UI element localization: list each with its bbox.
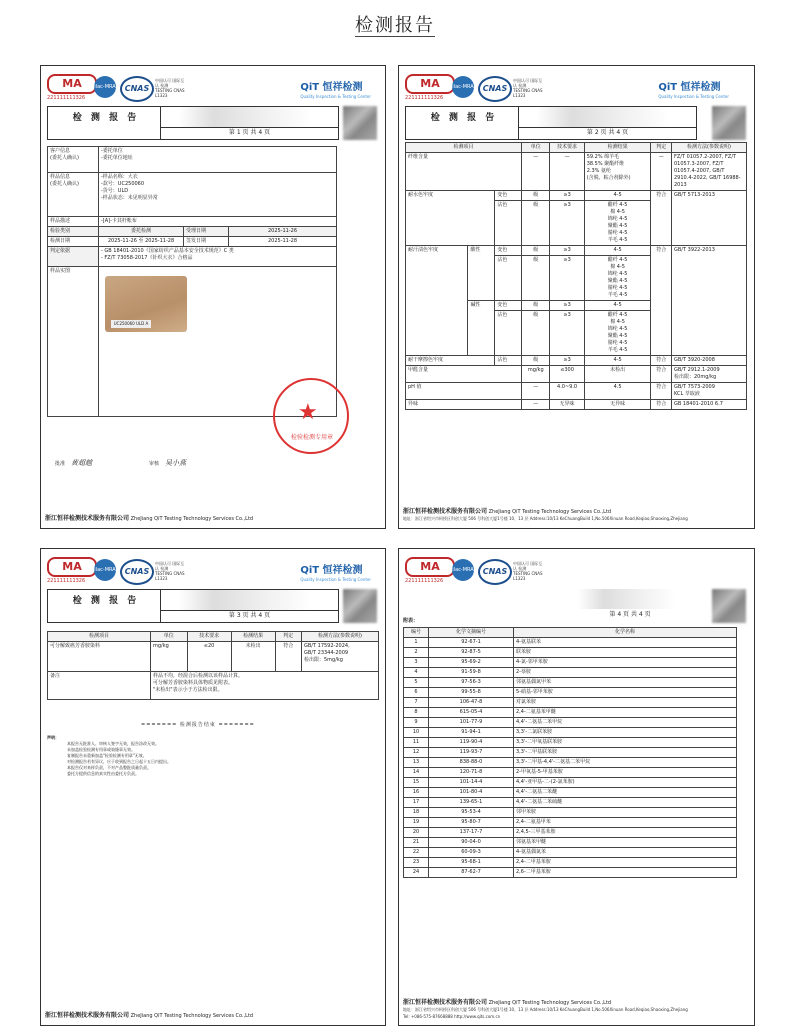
cas-number: 101-14-4 — [429, 778, 514, 788]
table-row: 沾色 级 ≥3 醋纤 4-5 棉 4-5 锦纶 4-5 聚酯 4-5 腈纶 4-5 羊毛 4-5 — [406, 311, 747, 356]
logo-bar — [405, 74, 735, 104]
report-page-3 — [40, 548, 386, 1026]
row-number: 7 — [404, 698, 429, 708]
col-header: 判定 — [275, 632, 301, 642]
logo-bar — [47, 557, 377, 587]
swatch-tag: UC250060 ULD A — [111, 320, 151, 328]
row-number: 14 — [404, 768, 429, 778]
row-number: 1 — [404, 638, 429, 648]
qit-logo: QiT 恒祥检测 Quality Inspection & Testing Center — [300, 82, 371, 99]
cnas-text: 中国认可 国际互认 检测 TESTING CNAS L1323 — [513, 561, 543, 581]
row-number: 8 — [404, 708, 429, 718]
qit-logo: QiT 恒祥检测 Quality Inspection & Testing Center — [300, 565, 371, 582]
table-row — [404, 848, 737, 858]
chemical-name: 5-硝基-邻甲苯胺 — [514, 688, 737, 698]
table-row — [404, 708, 737, 718]
report-page-4 — [398, 548, 755, 1026]
chemical-name: 2,4-二甲基苯胺 — [514, 858, 737, 868]
cnas-text: 中国认可 国际互认 检测 TESTING CNAS L1323 — [513, 78, 543, 98]
section-header — [0, 0, 790, 48]
test-type-label: 检验类别 — [48, 227, 99, 237]
sample-info-table — [47, 146, 337, 417]
report-title-box — [405, 589, 695, 621]
col-header: 化学名称 — [514, 628, 737, 638]
table-row — [404, 638, 737, 648]
client-info-values: -委托单位 -委托单位地址 — [99, 147, 337, 173]
col-header: 检测结果 — [231, 632, 275, 642]
row-number: 12 — [404, 748, 429, 758]
col-header: 检测结果 — [584, 143, 651, 153]
table-row — [404, 828, 737, 838]
table-row: pH 值 — 4.0~9.0 4.5 符合 GB/T 7573-2009 KCL 萃取液 — [406, 383, 747, 400]
chemical-name: 2,4-二氨基甲苯 — [514, 818, 737, 828]
test-date-label: 检测日期 — [48, 237, 99, 247]
row-number: 17 — [404, 798, 429, 808]
chemical-name: 2,6-二甲基苯胺 — [514, 868, 737, 878]
table-row — [404, 698, 737, 708]
table-row: 耐水色牢度 变色 级 ≥3 4-5 符合 GB/T 5713-2013 — [406, 191, 747, 201]
cas-number: 91-94-1 — [429, 728, 514, 738]
table-row: 纤维含量 — — 59.2% 绵羊毛 38.5% 聚酯纤维 2.3% 氨纶 (含脱、粘合剂除外) — FZ/T 01057.2-2007, FZ/T 01057.3-2007, FZ/T 01057.4-2007, GB/T 2910.4-2022, GB/T 16988-2013 — [406, 153, 747, 191]
amine-list-table — [403, 627, 737, 878]
report-title: 检 测 报 告 — [430, 113, 498, 123]
cas-number: 91-59-8 — [429, 668, 514, 678]
row-number: 15 — [404, 778, 429, 788]
company-footer: 浙江恒祥检测技术服务有限公司 ZheJiang QiT Testing Technology Services Co.,Ltd 地址：浙江省绍兴市柯桥区科创大厦 506 号科创大厦1号楼 10、13 层 Address:10/13 KeChuangBuild 1,No.506Xinuan Road,Keqiao,Shaoxing,Zhejiang Tel: +086-575-87668888 http://www.qits.com.cn — [403, 999, 688, 1019]
chemical-name: 4,4'-亚甲基-二-(2-氯苯胺) — [514, 778, 737, 788]
ma-logo: MA 221111111326 — [405, 74, 455, 101]
table-row: 耐干摩擦色牢度 沾色 级 ≥3 4-5 符合 GB/T 3920-2008 — [406, 356, 747, 366]
row-number: 5 — [404, 678, 429, 688]
cnas-text: 中国认可 国际互认 检测 TESTING CNAS L1323 — [155, 78, 185, 98]
cas-number: 137-17-7 — [429, 828, 514, 838]
table-row — [404, 668, 737, 678]
row-number: 11 — [404, 738, 429, 748]
row-number: 23 — [404, 858, 429, 868]
table-row — [404, 728, 737, 738]
cnas-logo: CNAS — [478, 559, 512, 585]
cas-number: 95-68-1 — [429, 858, 514, 868]
table-row — [404, 648, 737, 658]
qr-code — [343, 106, 377, 140]
row-number: 9 — [404, 718, 429, 728]
sample-info-label: 样品信息 (委托人确认) — [48, 173, 99, 217]
table-row — [404, 778, 737, 788]
chemical-name: 2-萘胺 — [514, 668, 737, 678]
cas-number: 139-65-1 — [429, 798, 514, 808]
col-header: 编号 — [404, 628, 429, 638]
cas-number: 90-04-0 — [429, 838, 514, 848]
row-number: 10 — [404, 728, 429, 738]
receive-date-value: 2025-11-26 — [229, 227, 337, 237]
col-header: 检测项目 — [406, 143, 522, 153]
table-row: 沾色 级 ≥3 醋纤 4-5 棉 4-5 锦纶 4-5 聚酯 4-5 腈纶 4-5 羊毛 4-5 — [406, 256, 747, 301]
cas-number: 119-93-7 — [429, 748, 514, 758]
ma-logo: MA 221111111326 — [47, 74, 97, 101]
col-header: 检测方法(参数说明) — [672, 143, 747, 153]
table-row — [404, 808, 737, 818]
amine-dye-table — [47, 631, 379, 700]
company-footer: 浙江恒祥检测技术服务有限公司 ZheJiang QiT Testing Technology Services Co.,Ltd — [45, 1012, 254, 1019]
report-title: 检 测 报 告 — [72, 596, 140, 606]
page-title: 检测报告 — [355, 15, 435, 36]
col-header: 化学文摘编号 — [429, 628, 514, 638]
table-row: 可分解致癌芳香胺染料 mg/kg ≤20 未检出 符合 GB/T 17592-2024, GB/T 23344-2009 检出限：5mg/kg — [48, 642, 379, 672]
logo-bar — [47, 74, 377, 104]
cas-number: 95-80-7 — [429, 818, 514, 828]
qr-code — [712, 589, 746, 623]
table-row: 甲醛含量 mg/kg ≤300 未检出 符合 GB/T 2912.1-2009 检出限：20mg/kg — [406, 366, 747, 383]
cas-number: 92-67-1 — [429, 638, 514, 648]
col-header: 技术要求 — [550, 143, 584, 153]
cnas-text: 中国认可 国际互认 检测 TESTING CNAS L1323 — [155, 561, 185, 581]
ilac-logo: ilac-MRA — [94, 76, 116, 98]
cas-number: 95-53-4 — [429, 808, 514, 818]
row-number: 24 — [404, 868, 429, 878]
cnas-logo: CNAS — [120, 559, 154, 585]
row-number: 22 — [404, 848, 429, 858]
cnas-logo: CNAS — [120, 76, 154, 102]
chemical-name: 2,4-二氨基苯甲醚 — [514, 708, 737, 718]
chemical-name: 3,3'-二甲氧基联苯胺 — [514, 738, 737, 748]
table-row — [404, 748, 737, 758]
col-header: 单位 — [522, 143, 550, 153]
table-row: 碱性 变色 级 ≥3 4-5 — [406, 301, 747, 311]
page-number: 第 3 页 共 4 页 — [160, 610, 338, 622]
report-number-blurred — [160, 107, 338, 128]
report-title-box — [47, 589, 339, 623]
page-number: 第 1 页 共 4 页 — [160, 127, 338, 139]
declaration: 声明： 本报告无批准人、审核人签字无效，报告涂改无效。 未加盖检验检测专用章或骑缝章无效。 复制报告未重新加盖"检验检测专用章"无效。 对检测报告若有异议，应于收到报告之日起十五日内提出。 本报告仅对来样负责，不对产品整批质量负责。 委托方提供信息的真实性由委托方负责。 — [47, 735, 171, 776]
appendix-label: 附表： — [403, 618, 419, 624]
chemical-name: 3,3'-二甲基联苯胺 — [514, 748, 737, 758]
row-number: 13 — [404, 758, 429, 768]
col-header: 单位 — [151, 632, 188, 642]
cas-number: 838-88-0 — [429, 758, 514, 768]
chemical-name: 4-氨基偶氮苯 — [514, 848, 737, 858]
table-row — [404, 738, 737, 748]
chemical-name: 4,4'-二氨基二苯醚 — [514, 788, 737, 798]
row-number: 4 — [404, 668, 429, 678]
row-number: 18 — [404, 808, 429, 818]
approver-signature: 批准 黄超越 — [55, 459, 93, 467]
page-number: 第 4 页 共 4 页 — [609, 611, 651, 618]
title-underline — [355, 36, 435, 37]
chemical-name: 4-氨基联苯 — [514, 638, 737, 648]
chemical-name: 邻甲苯胺 — [514, 808, 737, 818]
notes-row: 备注 样品不均，经混合后检测以该样品计算。 可分解芳香胺染料具体物质见附表。 "未检出"表示小于方法检出限。 — [48, 672, 379, 700]
row-number: 19 — [404, 818, 429, 828]
logo-bar — [405, 557, 735, 587]
table-row — [404, 718, 737, 728]
col-header: 判定 — [651, 143, 672, 153]
company-footer: 浙江恒祥检测技术服务有限公司 ZheJiang QiT Testing Technology Services Co.,Ltd — [45, 515, 254, 522]
report-title-box — [405, 106, 697, 140]
chemical-name: 联苯胺 — [514, 648, 737, 658]
photo-label: 样品实图 — [48, 267, 99, 417]
row-number: 16 — [404, 788, 429, 798]
cas-number: 92-87-5 — [429, 648, 514, 658]
table-row — [404, 868, 737, 878]
basis-label: 判定依据 — [48, 247, 99, 267]
report-number-blurred — [160, 590, 338, 611]
ma-logo: MA 221111111326 — [47, 557, 97, 584]
table-row — [404, 858, 737, 868]
reviewer-signature: 审核 吴小燕 — [149, 459, 187, 467]
row-number: 21 — [404, 838, 429, 848]
chemical-name: 邻氨基偶氮甲苯 — [514, 678, 737, 688]
table-row — [404, 768, 737, 778]
table-row — [404, 688, 737, 698]
row-number: 3 — [404, 658, 429, 668]
report-number-blurred — [565, 589, 695, 609]
cas-number: 615-05-4 — [429, 708, 514, 718]
table-row — [404, 678, 737, 688]
row-number: 20 — [404, 828, 429, 838]
row-number: 2 — [404, 648, 429, 658]
cas-number: 101-80-4 — [429, 788, 514, 798]
ilac-logo: ilac-MRA — [94, 559, 116, 581]
chemical-name: 4,4'-二氨基二苯硫醚 — [514, 798, 737, 808]
star-icon: ★ — [298, 400, 318, 425]
sample-desc-label: 样品描述 — [48, 217, 99, 227]
cas-number: 106-47-8 — [429, 698, 514, 708]
test-results-table — [405, 142, 747, 410]
cnas-logo: CNAS — [478, 76, 512, 102]
report-end-marker: ======= 检测报告结束 ======= — [141, 722, 255, 728]
chemical-name: 4-氯-邻甲苯胺 — [514, 658, 737, 668]
table-row: 耐汗渍色牢度 酸性 变色 级 ≥3 4-5 符合 GB/T 3922-2013 — [406, 246, 747, 256]
sample-desc-value: -[A]-卡其杆帐布 — [99, 217, 337, 227]
report-number-blurred — [518, 107, 696, 128]
report-page-1 — [40, 65, 386, 529]
qr-code — [712, 106, 746, 140]
page-number: 第 2 页 共 4 页 — [518, 127, 696, 139]
cas-number: 60-09-3 — [429, 848, 514, 858]
qit-logo: QiT 恒祥检测 Quality Inspection & Testing Center — [658, 82, 729, 99]
ilac-logo: ilac-MRA — [452, 76, 474, 98]
basis-values: - GB 18401-2010《国家纺织产品基本安全技术规范》C 类 - FZ/T 73058-2017《针织大衣》合格品 — [99, 247, 337, 267]
table-row: 异味 — 无异味 无异味 符合 GB 18401-2010 6.7 — [406, 400, 747, 410]
table-row — [404, 788, 737, 798]
official-stamp: ★ 检验检测专用章 — [273, 378, 349, 454]
col-header: 技术要求 — [187, 632, 231, 642]
chemical-name: 3,3'-二氯联苯胺 — [514, 728, 737, 738]
sample-info-values: -样品名称：大衣 -款号：UC250060 -货号：ULD -样品状态：未见明显异常 — [99, 173, 337, 217]
issue-date-label: 签发日期 — [184, 237, 229, 247]
cas-number: 87-62-7 — [429, 868, 514, 878]
ma-logo: MA 221111111326 — [405, 557, 455, 584]
test-date-value: 2025-11-26 至 2025-11-28 — [99, 237, 184, 247]
col-header: 检测项目 — [48, 632, 151, 642]
table-row — [404, 838, 737, 848]
chemical-name: 对氯苯胺 — [514, 698, 737, 708]
issue-date-value: 2025-11-28 — [229, 237, 337, 247]
table-row — [404, 758, 737, 768]
ilac-logo: ilac-MRA — [452, 559, 474, 581]
qr-code — [343, 589, 377, 623]
cas-number: 97-56-3 — [429, 678, 514, 688]
client-info-label: 客户信息 (委托人确认) — [48, 147, 99, 173]
company-footer: 浙江恒祥检测技术服务有限公司 ZheJiang QiT Testing Technology Services Co.,Ltd 地址：浙江省绍兴市柯桥区科创大厦 506 号科创大厦1号楼 10、13 层 Address:10/13 KeChuangBuild 1,No.506Xinuan Road,Keqiao,Shaoxing,Zhejiang — [403, 508, 688, 521]
chemical-name: 2-甲氧基-5-甲基苯胺 — [514, 768, 737, 778]
report-title: 检 测 报 告 — [72, 113, 140, 123]
chemical-name: 2,4,5-三甲基苯胺 — [514, 828, 737, 838]
report-page-2 — [398, 65, 755, 529]
chemical-name: 邻氨基苯甲醚 — [514, 838, 737, 848]
cas-number: 120-71-8 — [429, 768, 514, 778]
chemical-name: 3,3'-二甲基-4,4'-二氨基二苯甲烷 — [514, 758, 737, 768]
fabric-swatch-image — [105, 276, 187, 332]
table-row — [404, 798, 737, 808]
cas-number: 95-69-2 — [429, 658, 514, 668]
receive-date-label: 受理日期 — [184, 227, 229, 237]
table-row — [404, 658, 737, 668]
col-header: 检测方法(参数说明) — [302, 632, 379, 642]
cas-number: 101-77-9 — [429, 718, 514, 728]
cas-number: 119-90-4 — [429, 738, 514, 748]
test-type-value: 委托检测 — [99, 227, 184, 237]
table-row — [404, 818, 737, 828]
chemical-name: 4,4'-二氨基二苯甲烷 — [514, 718, 737, 728]
table-row: 沾色 级 ≥3 醋纤 4-5 棉 4-5 锦纶 4-5 聚酯 4-5 腈纶 4-5 羊毛 4-5 — [406, 201, 747, 246]
row-number: 6 — [404, 688, 429, 698]
report-title-box — [47, 106, 339, 140]
cas-number: 99-55-8 — [429, 688, 514, 698]
